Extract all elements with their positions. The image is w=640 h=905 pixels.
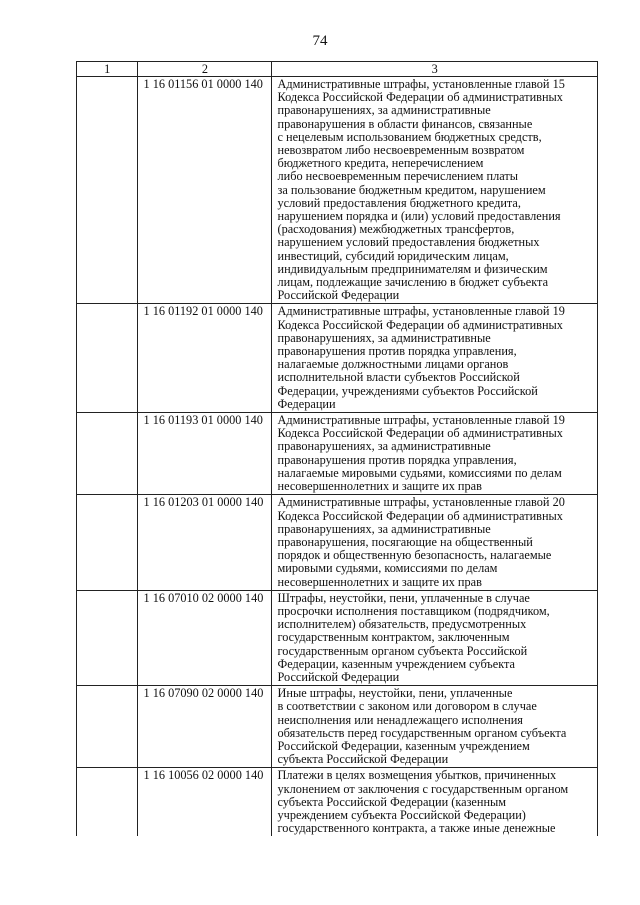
header-col-3: 3 [272, 62, 598, 77]
description-line: правонарушения против порядка управления, [277, 452, 517, 467]
description-line: правонарушениях, за административные [277, 439, 491, 454]
description-line: условий предоставления бюджетного кредита, [277, 195, 521, 210]
description-line: Административные штрафы, установленные главой 15 [277, 77, 565, 91]
description-line: нарушением условий предоставления бюджетных [277, 235, 540, 250]
description-line: правонарушения в области финансов, связанные [277, 116, 533, 131]
header-col-2: 2 [138, 62, 272, 77]
table-header-row [77, 62, 598, 77]
description-line: правонарушения, посягающие на общественный [277, 534, 533, 549]
description-line: бюджетного кредита, неперечислением [277, 156, 484, 171]
description-line: (расходования) межбюджетных трансфертов, [277, 222, 515, 237]
description-line: государственным контрактом, заключенным [277, 630, 510, 645]
description-line: неисполнения или ненадлежащего исполнения [277, 712, 523, 727]
description-line: исполнителем) обязательств, предусмотренных [277, 617, 527, 632]
description-line: государственного контракта, а также иные денежные [277, 821, 556, 836]
description-line: налагаемые должностными лицами органов [277, 357, 509, 372]
description-line: исполнительной власти субъектов Российской [277, 370, 520, 385]
description-line: правонарушения против порядка управления, [277, 344, 517, 359]
description-line: обязательств перед государственным органом субъекта [277, 725, 567, 740]
row-col-1-cell [77, 686, 138, 768]
description-line: правонарушениях, за административные [277, 103, 491, 118]
description-line: субъекта Российской Федерации (казенным [277, 794, 507, 809]
description-cell [272, 304, 598, 413]
description-line: либо несвоевременным перечислением платы [277, 169, 519, 184]
description-line: Административные штрафы, установленные главой 19 [277, 413, 565, 428]
description-line: Российской Федерации [277, 288, 400, 303]
description-line: невозвратом либо несвоевременным возвратом [277, 143, 525, 158]
description-line: налагаемые мировыми судьями, комиссиями по делам [277, 465, 562, 480]
description-line: уклонением от заключения с государственным органом [277, 781, 569, 796]
row-col-1-cell [77, 768, 138, 837]
table-row [77, 413, 598, 495]
budget-code-cell: 1 16 01193 01 0000 140 [138, 413, 272, 495]
description-line: Иные штрафы, неустойки, пени, уплаченные [277, 686, 513, 701]
row-col-1-cell [77, 304, 138, 413]
description-line: Кодекса Российской Федерации об административных [277, 508, 563, 523]
budget-code-cell: 1 16 10056 02 0000 140 [138, 768, 272, 837]
description-line: порядок и общественную безопасность, налагаемые [277, 548, 552, 563]
description-cell [272, 77, 598, 304]
description-line: в соответствии с законом или договором в случае [277, 699, 537, 714]
description-cell [272, 413, 598, 495]
description-line: Административные штрафы, установленные главой 20 [277, 495, 565, 510]
description-line: Кодекса Российской Федерации об административных [277, 317, 563, 332]
budget-code-cell: 1 16 07090 02 0000 140 [138, 686, 272, 768]
budget-code-cell: 1 16 07010 02 0000 140 [138, 590, 272, 685]
table-row [77, 77, 598, 304]
description-line: Российской Федерации [277, 669, 400, 684]
description-cell [272, 686, 598, 768]
table-row [77, 495, 598, 590]
description-line: государственным органом субъекта Российской [277, 643, 528, 658]
description-line: инвестиций, субсидий юридическим лицам, [277, 248, 509, 263]
description-line: Платежи в целях возмещения убытков, причиненных [277, 768, 557, 783]
table-row [77, 590, 598, 685]
budget-classification-table [76, 61, 598, 836]
description-line: мировыми судьями, комиссиями по делам [277, 561, 498, 576]
description-line: учреждением субъекта Российской Федерации) [277, 807, 526, 822]
row-col-1-cell [77, 590, 138, 685]
budget-code-cell: 1 16 01192 01 0000 140 [138, 304, 272, 413]
page-number: 74 [312, 33, 328, 49]
description-line: с нецелевым использованием бюджетных средств, [277, 129, 542, 144]
description-line: Кодекса Российской Федерации об административных [277, 426, 563, 441]
row-col-1-cell [77, 413, 138, 495]
description-line: несовершеннолетних и защите их прав [277, 479, 482, 494]
row-col-1-cell [77, 495, 138, 590]
budget-code-cell: 1 16 01203 01 0000 140 [138, 495, 272, 590]
description-line: Федерации [277, 396, 336, 411]
description-line: лицам, подлежащие зачислению в бюджет субъекта [277, 275, 549, 290]
row-col-1-cell [77, 77, 138, 304]
description-line: правонарушениях, за административные [277, 330, 491, 345]
description-line: за пользование бюджетным кредитом, нарушением [277, 182, 546, 197]
description-line: индивидуальным предпринимателям и физическим [277, 261, 548, 276]
table-row [77, 686, 598, 768]
description-line: Административные штрафы, установленные главой 19 [277, 304, 565, 319]
description-cell [272, 590, 598, 685]
description-line: Федерации, учреждениями субъектов Российской [277, 383, 538, 398]
description-line: правонарушениях, за административные [277, 521, 491, 536]
description-line: Кодекса Российской Федерации об административных [277, 90, 563, 105]
budget-code-cell: 1 16 01156 01 0000 140 [138, 77, 272, 304]
description-line: просрочки исполнения поставщиком (подрядчиком, [277, 603, 550, 618]
description-line: Федерации, казенным учреждением субъекта [277, 656, 516, 671]
description-line: Штрафы, неустойки, пени, уплаченные в случае [277, 590, 530, 605]
table-row [77, 768, 598, 837]
description-line: нарушением порядка и (или) условий предоставления [277, 209, 561, 224]
description-line: несовершеннолетних и защите их прав [277, 574, 482, 589]
description-cell [272, 495, 598, 590]
header-col-1: 1 [77, 62, 138, 77]
description-line: субъекта Российской Федерации [277, 752, 449, 767]
description-cell [272, 768, 598, 837]
description-line: Российской Федерации, казенным учреждением [277, 738, 530, 753]
table-row [77, 304, 598, 413]
